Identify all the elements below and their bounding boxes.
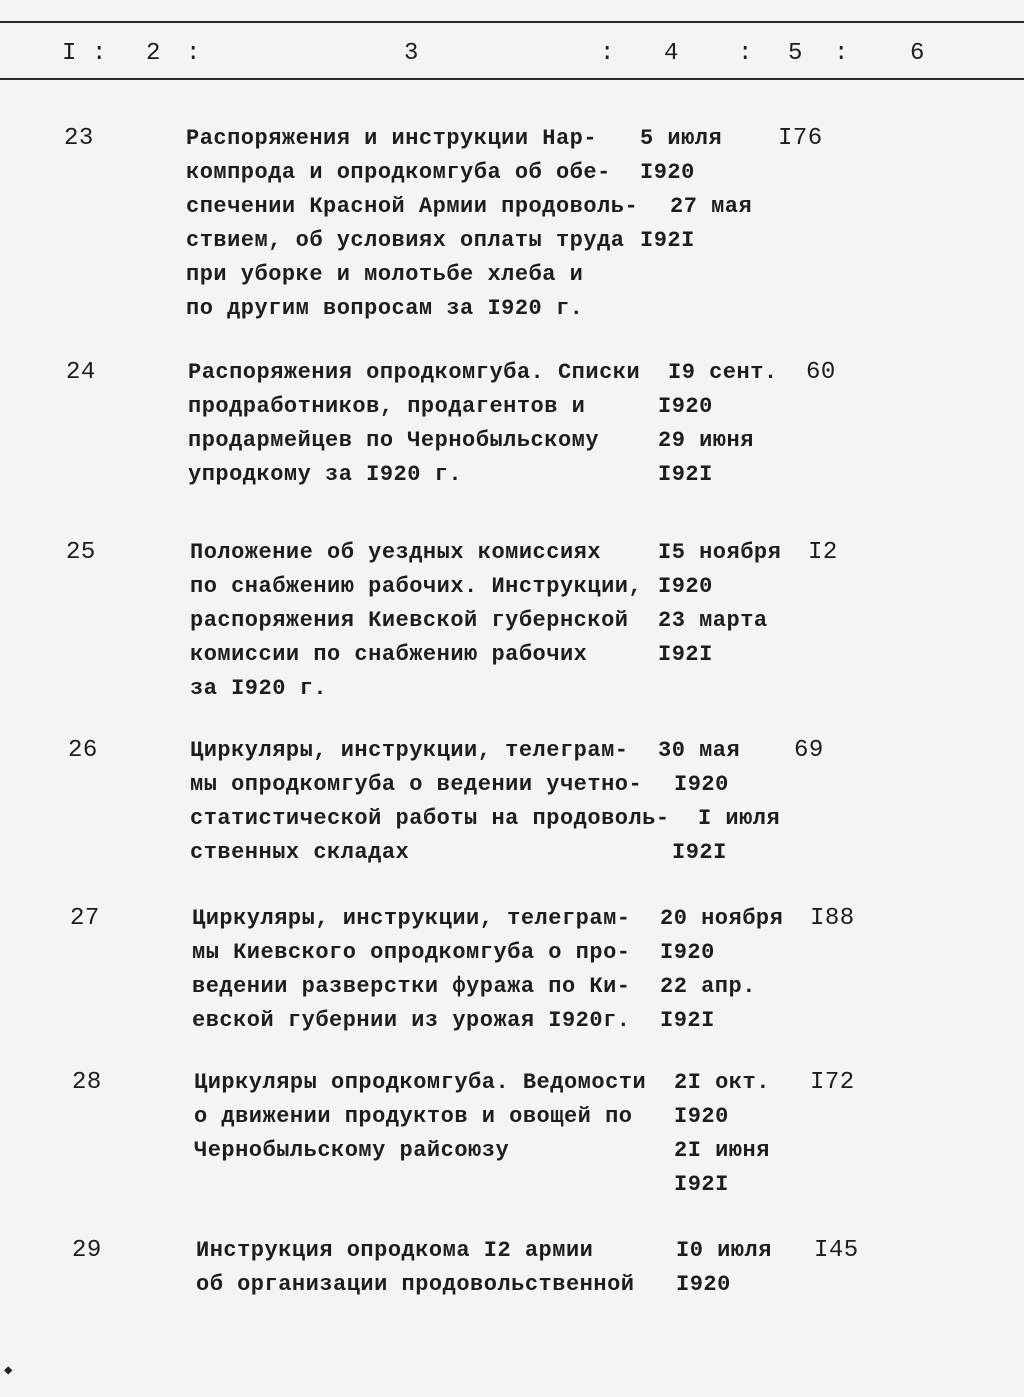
date-start-day: I5 ноября [658, 540, 782, 565]
entry-sheet-count: 60 [806, 359, 836, 386]
date-end-year: I92I [640, 228, 695, 253]
entry-number: 24 [66, 359, 96, 386]
entry-dates [658, 734, 780, 870]
description-line: мы Киевского опродкомгуба о про- [192, 940, 631, 965]
date-start-year: I920 [674, 1104, 729, 1129]
description-line: ствием, об условиях оплаты труда [186, 228, 625, 253]
description-line: Распоряжения и инструкции Нар- [186, 126, 598, 151]
description-line: компрода и опродкомгуба об обе- [186, 160, 611, 185]
column-separator: : [738, 40, 753, 67]
date-start-day: 5 июля [640, 126, 723, 151]
entry-sheet-count: I2 [808, 539, 838, 566]
description-line: мы опродкомгуба о ведении учетно- [190, 772, 643, 797]
column-separator: : [834, 40, 849, 67]
date-start-day: I0 июля [676, 1238, 772, 1263]
entry-description [196, 1234, 666, 1302]
description-line: комиссии по снабжению рабочих [190, 642, 588, 667]
table-top-rule [0, 21, 1024, 23]
entry-description [186, 122, 656, 326]
date-end-day: 27 мая [670, 194, 753, 219]
description-line: евской губернии из урожая I920г. [192, 1008, 631, 1033]
column-separator: : [92, 40, 107, 67]
description-line: продармейцев по Чернобыльскому [188, 428, 600, 453]
entry-description [192, 902, 662, 1038]
description-line: распоряжения Киевской губернской [190, 608, 629, 633]
date-start-year: I920 [660, 940, 715, 965]
entry-dates [640, 122, 752, 258]
description-line: за I920 г. [190, 676, 328, 701]
entry-number: 23 [64, 125, 94, 152]
date-start-year: I920 [640, 160, 695, 185]
entry-sheet-count: I88 [810, 905, 855, 932]
entry-number: 29 [72, 1237, 102, 1264]
entry-description [188, 356, 658, 492]
description-line: при уборке и молотьбе хлеба и [186, 262, 584, 287]
date-end-day: 29 июня [658, 428, 754, 453]
column-header-5: 5 [788, 40, 803, 67]
entry-number: 28 [72, 1069, 102, 1096]
description-line: Циркуляры, инструкции, телеграм- [192, 906, 631, 931]
column-header-6: 6 [910, 40, 925, 67]
description-line: спечении Красной Армии продоволь- [186, 194, 639, 219]
date-start-year: I920 [658, 574, 713, 599]
table-header-rule [0, 78, 1024, 80]
description-line: продработников, продагентов и [188, 394, 586, 419]
date-start-day: 2I окт. [674, 1070, 770, 1095]
column-separator: : [600, 40, 615, 67]
binding-hole-mark: ◆ [4, 1363, 13, 1379]
date-start-year: I920 [674, 772, 729, 797]
entry-dates [660, 902, 783, 1038]
entry-dates [658, 536, 781, 672]
date-start-day: 20 ноября [660, 906, 784, 931]
column-separator: : [186, 40, 201, 67]
entry-description [194, 1066, 664, 1168]
column-header-3: 3 [404, 40, 419, 67]
date-start-year: I920 [676, 1272, 731, 1297]
description-line: Циркуляры опродкомгуба. Ведомости [194, 1070, 647, 1095]
date-start-day: I9 сент. [668, 360, 778, 385]
entry-sheet-count: 69 [794, 737, 824, 764]
date-start-year: I920 [658, 394, 713, 419]
date-end-year: I92I [674, 1172, 729, 1197]
date-end-year: I92I [658, 462, 713, 487]
date-end-day: 22 апр. [660, 974, 756, 999]
description-line: по снабжению рабочих. Инструкции, [190, 574, 643, 599]
entry-number: 27 [70, 905, 100, 932]
column-header-1: I [62, 40, 77, 67]
date-start-day: 30 мая [658, 738, 741, 763]
description-line: об организации продовольственной [196, 1272, 635, 1297]
entry-sheet-count: I76 [778, 125, 823, 152]
description-line: о движении продуктов и овощей по [194, 1104, 633, 1129]
entry-sheet-count: I45 [814, 1237, 859, 1264]
description-line: Циркуляры, инструкции, телеграм- [190, 738, 629, 763]
entry-description [190, 536, 660, 706]
description-line: ственных складах [190, 840, 410, 865]
entry-dates [674, 1066, 770, 1202]
description-line: по другим вопросам за I920 г. [186, 296, 584, 321]
date-end-year: I92I [660, 1008, 715, 1033]
date-end-day: 23 марта [658, 608, 768, 633]
date-end-day: I июля [698, 806, 781, 831]
description-line: Распоряжения опродкомгуба. Списки [188, 360, 641, 385]
description-line: упродкому за I920 г. [188, 462, 463, 487]
entry-number: 25 [66, 539, 96, 566]
entry-dates [676, 1234, 772, 1302]
description-line: ведении разверстки фуража по Ки- [192, 974, 631, 999]
description-line: Инструкция опродкома I2 армии [196, 1238, 594, 1263]
date-end-year: I92I [658, 642, 713, 667]
entry-number: 26 [68, 737, 98, 764]
description-line: статистической работы на продоволь- [190, 806, 670, 831]
description-line: Чернобыльскому райсоюзу [194, 1138, 510, 1163]
date-end-year: I92I [672, 840, 727, 865]
entry-sheet-count: I72 [810, 1069, 855, 1096]
description-line: Положение об уездных комиссиях [190, 540, 602, 565]
column-header-2: 2 [146, 40, 161, 67]
column-header-4: 4 [664, 40, 679, 67]
entry-dates [658, 356, 778, 492]
date-end-day: 2I июня [674, 1138, 770, 1163]
entry-description [190, 734, 670, 870]
